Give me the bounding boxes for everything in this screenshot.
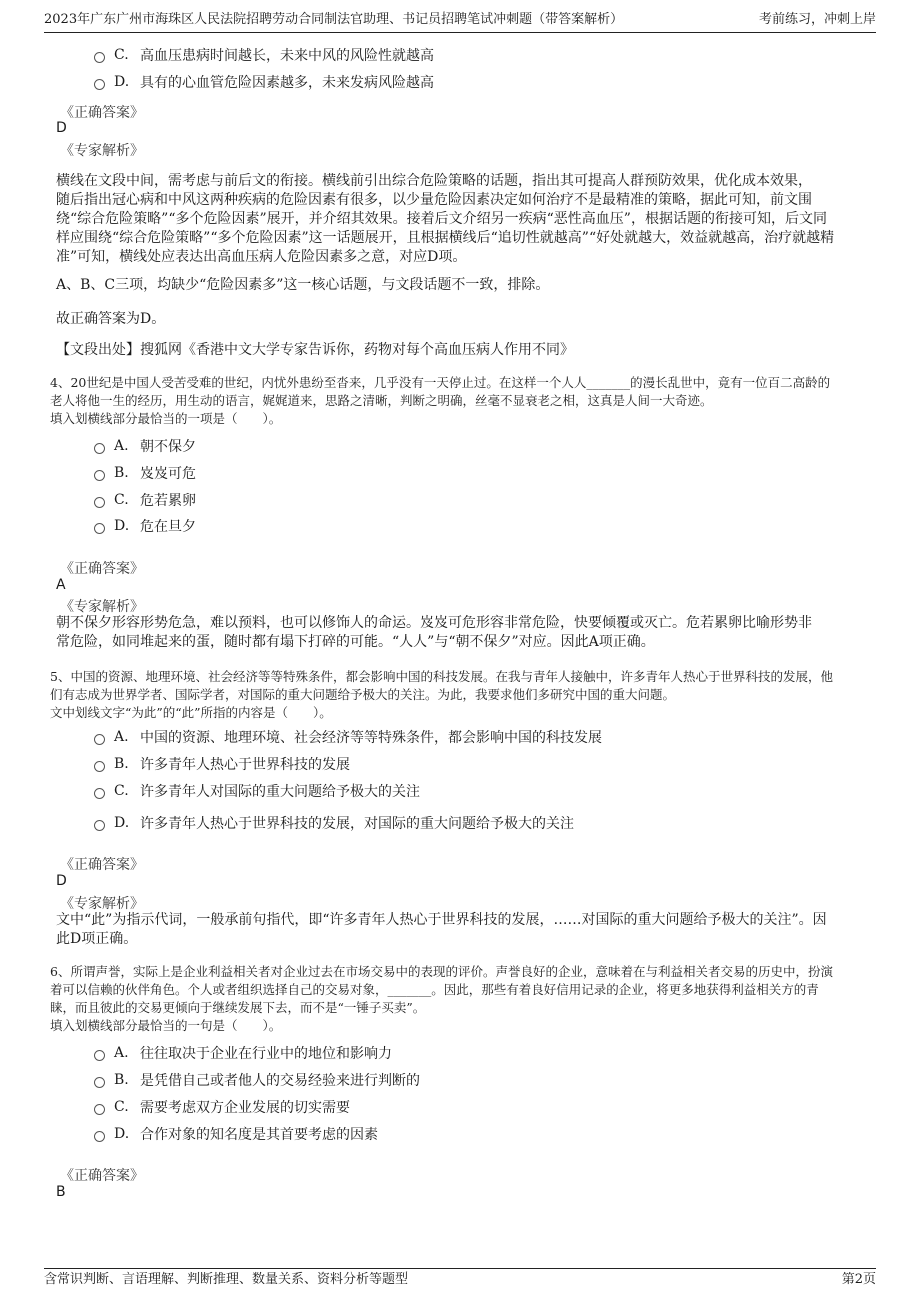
radio-icon[interactable] xyxy=(94,1131,105,1142)
answer-label: 《正确答案》 xyxy=(60,857,144,873)
radio-icon[interactable] xyxy=(94,820,105,831)
stem-line: 文中划线文字“为此”的“此”所指的内容是（ ）。 xyxy=(50,705,332,720)
option-letter: D. xyxy=(114,1126,130,1142)
analysis-line: 文中“此”为指示代词，一般承前句指代，即“许多青年人热心于世界科技的发展，……对国际的重大问题给予极大的关注”。因 xyxy=(56,912,827,928)
analysis-line: 此D项正确。 xyxy=(56,931,138,947)
answer-label: 《正确答案》 xyxy=(60,105,144,121)
option-letter: A. xyxy=(114,1045,129,1061)
analysis-line: 随后指出冠心病和中风这两种疾病的危险因素有很多，以少量危险因素决定如何治疗不是最精准的策略，据此可知，前文围 xyxy=(56,192,812,208)
option-text: 许多青年人热心于世界科技的发展 xyxy=(140,757,350,773)
analysis-line: 绕“综合危险策略”“多个危险因素”展开，并介绍其效果。接着后文介绍另一疾病“恶性高血压”，根据话题的衔接可知，后文同 xyxy=(56,211,827,227)
page-footer xyxy=(44,1268,876,1291)
analysis-line: 常危险，如同堆起来的蛋，随时都有塌下打碎的可能。“人人”与“朝不保夕”对应。因此A项正确。 xyxy=(56,634,655,650)
page-header xyxy=(44,10,876,33)
stem-line: 6、所谓声誉，实际上是企业利益相关者对企业过去在市场交易中的表现的评价。声誉良好的企业，意味着在与利益相关者交易的历史中，扮演 xyxy=(50,964,833,979)
option-text: 是凭借自己或者他人的交易经验来进行判断的 xyxy=(140,1073,420,1089)
option-text: 具有的心血管危险因素越多，未来发病风险越高 xyxy=(140,75,434,91)
q5-answer: D xyxy=(56,873,67,889)
option-text: 岌岌可危 xyxy=(140,466,196,482)
analysis-label: 《专家解析》 xyxy=(60,896,144,912)
radio-icon[interactable] xyxy=(94,734,105,745)
q5-analysis xyxy=(56,911,861,949)
radio-icon[interactable] xyxy=(94,79,105,90)
q5-stem xyxy=(50,668,872,722)
header-title: 2023年广东广州市海珠区人民法院招聘劳动合同制法官助理、书记员招聘笔试冲刺题（带答案解析） xyxy=(44,12,624,27)
option-letter: B. xyxy=(114,465,129,481)
q4-option-b[interactable] xyxy=(94,463,196,483)
option-letter: A. xyxy=(114,438,129,454)
option-letter: B. xyxy=(114,756,129,772)
stem-line: 们有志成为世界学者、国际学者，对国际的重大问题给予极大的关注。为此，我要求他们多研究中国的重大问题。 xyxy=(50,687,676,702)
radio-icon[interactable] xyxy=(94,1050,105,1061)
radio-icon[interactable] xyxy=(94,497,105,508)
q4-option-d[interactable] xyxy=(94,516,196,536)
stem-line: 5、中国的资源、地理环境、社会经济等等特殊条件，都会影响中国的科技发展。在我与青年人接触中，许多青年人热心于世界科技的发展，他 xyxy=(50,669,833,684)
option-text: 需要考虑双方企业发展的切实需要 xyxy=(140,1100,350,1116)
option-letter: B. xyxy=(114,1072,129,1088)
option-text: 往往取决于企业在行业中的地位和影响力 xyxy=(140,1046,392,1062)
option-letter: C. xyxy=(114,492,129,508)
q3-source: 【文段出处】搜狐网《香港中文大学专家告诉你，药物对每个高血压病人作用不同》 xyxy=(56,342,574,358)
option-text: 危若累卵 xyxy=(140,493,196,509)
option-letter: C. xyxy=(114,47,129,63)
option-text: 许多青年人对国际的重大问题给予极大的关注 xyxy=(140,784,420,800)
q5-option-b[interactable] xyxy=(94,754,350,774)
option-letter: D. xyxy=(114,518,130,534)
footer-note: 含常识判断、言语理解、判断推理、数量关系、资料分析等题型 xyxy=(44,1272,409,1287)
option-text: 危在旦夕 xyxy=(140,519,196,535)
radio-icon[interactable] xyxy=(94,1104,105,1115)
radio-icon[interactable] xyxy=(94,52,105,63)
q3-analysis-exclude: A、B、C三项，均缺少“危险因素多”这一核心话题，与文段话题不一致，排除。 xyxy=(56,277,550,293)
stem-line: 老人将他一生的经历，用生动的语言，娓娓道来，思路之清晰，判断之明确，丝毫不显衰老之相，这真是人间一大奇迹。 xyxy=(50,393,713,408)
q5-option-d[interactable] xyxy=(94,813,574,833)
radio-icon[interactable] xyxy=(94,523,105,534)
q5-option-a[interactable] xyxy=(94,727,602,747)
q6-stem xyxy=(50,963,872,1035)
option-letter: D. xyxy=(114,815,130,831)
analysis-line: 横线在文段中间，需考虑与前后文的衔接。横线前引出综合危险策略的话题，指出其可提高人群预防效果，优化成本效果， xyxy=(56,173,812,189)
stem-line: 睐，而且彼此的交易更倾向于继续发展下去，而不是“一锤子买卖”。 xyxy=(50,1000,426,1015)
stem-line: 填入划横线部分最恰当的一句是（ ）。 xyxy=(50,1018,282,1033)
radio-icon[interactable] xyxy=(94,1077,105,1088)
q4-option-c[interactable] xyxy=(94,490,196,510)
radio-icon[interactable] xyxy=(94,761,105,772)
page-number: 第2页 xyxy=(841,1272,876,1287)
q5-option-c[interactable] xyxy=(94,781,420,801)
q3-option-d[interactable] xyxy=(94,72,434,92)
answer-label: 《正确答案》 xyxy=(60,561,144,577)
option-text: 朝不保夕 xyxy=(140,439,196,455)
option-text: 中国的资源、地理环境、社会经济等等特殊条件，都会影响中国的科技发展 xyxy=(140,730,602,746)
answer-label: 《正确答案》 xyxy=(60,1168,144,1184)
analysis-label: 《专家解析》 xyxy=(60,599,144,615)
q3-option-c[interactable] xyxy=(94,45,434,65)
option-letter: A. xyxy=(114,729,129,745)
option-letter: C. xyxy=(114,1099,129,1115)
stem-line: 填入划横线部分最恰当的一项是（ ）。 xyxy=(50,411,282,426)
q4-analysis xyxy=(56,614,861,652)
analysis-line: 样应围绕“综合危险策略”“多个危险因素”这一话题展开，且根据横线后“追切性就越高”“好处就越大，效益就越高，治疗就越精 xyxy=(56,230,835,246)
q6-option-a[interactable] xyxy=(94,1043,392,1063)
radio-icon[interactable] xyxy=(94,470,105,481)
option-text: 许多青年人热心于世界科技的发展，对国际的重大问题给予极大的关注 xyxy=(140,816,574,832)
q4-stem xyxy=(50,374,872,428)
stem-line: 着可以信赖的伙伴角色。个人或者组织选择自己的交易对象，_______。因此，那些有着良好信用记录的企业，将更多地获得利益相关方的青 xyxy=(50,982,819,997)
stem-line: 4、20世纪是中国人受苦受难的世纪，内忧外患纷至沓来，几乎没有一天停止过。在这样一个人人_______的漫长乱世中，竟有一位百二高龄的 xyxy=(50,375,831,390)
q4-option-a[interactable] xyxy=(94,436,196,456)
q3-answer: D xyxy=(56,120,67,136)
header-slogan: 考前练习，冲刺上岸 xyxy=(758,12,876,27)
analysis-line: 朝不保夕形容形势危急，难以预料，也可以修饰人的命运。岌岌可危形容非常危险，快要倾覆或灭亡。危若累卵比喻形势非 xyxy=(56,615,812,631)
q6-answer: B xyxy=(56,1184,66,1200)
q6-option-c[interactable] xyxy=(94,1097,350,1117)
q3-analysis xyxy=(56,172,861,267)
option-text: 高血压患病时间越长，未来中风的风险性就越高 xyxy=(140,48,434,64)
analysis-line: 准”可知，横线处应表达出高血压病人危险因素多之意，对应D项。 xyxy=(56,249,467,265)
q3-analysis-conclusion: 故正确答案为D。 xyxy=(56,311,166,327)
radio-icon[interactable] xyxy=(94,788,105,799)
q4-answer: A xyxy=(56,577,66,593)
option-text: 合作对象的知名度是其首要考虑的因素 xyxy=(140,1127,378,1143)
q6-option-b[interactable] xyxy=(94,1070,420,1090)
option-letter: D. xyxy=(114,74,130,90)
analysis-label: 《专家解析》 xyxy=(60,143,144,159)
q6-option-d[interactable] xyxy=(94,1124,378,1144)
option-letter: C. xyxy=(114,783,129,799)
radio-icon[interactable] xyxy=(94,443,105,454)
